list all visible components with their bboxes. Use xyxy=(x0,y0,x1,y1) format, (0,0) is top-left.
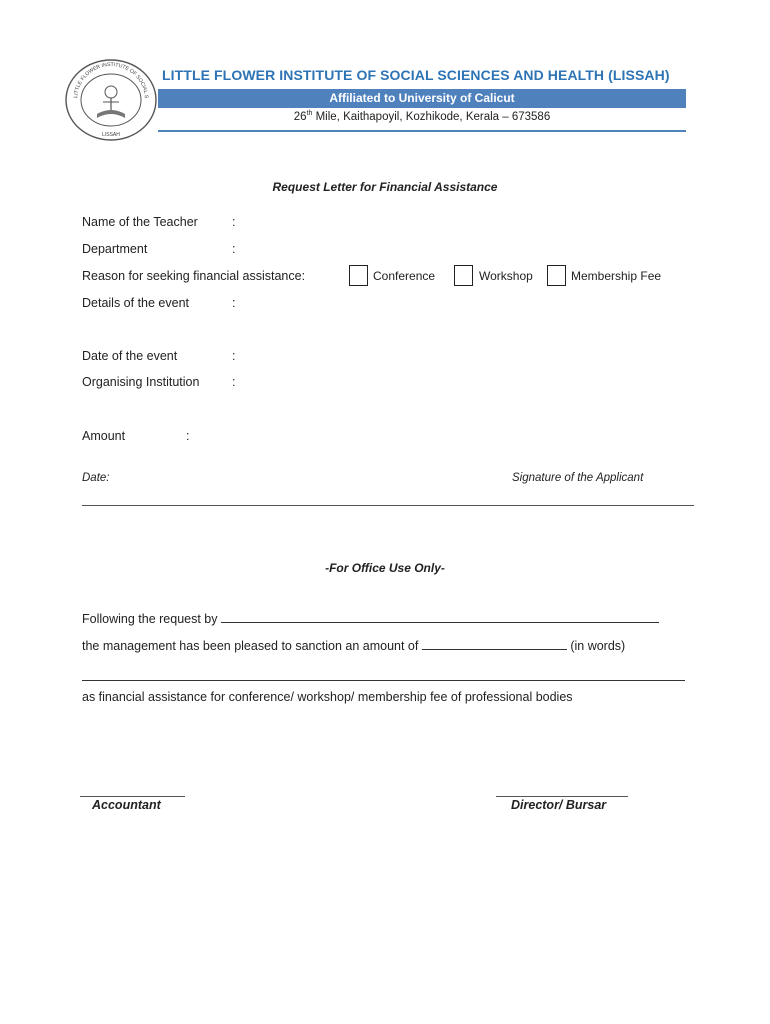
section-divider xyxy=(82,505,694,506)
office-line-sanction-text: the management has been pleased to sanction an amount of xyxy=(82,639,419,653)
field-amount-label: Amount xyxy=(82,429,126,443)
office-use-heading: -For Office Use Only- xyxy=(325,561,445,575)
office-line-request-text: Following the request by xyxy=(82,612,218,626)
option-conference-label: Conference xyxy=(373,269,436,283)
field-date-event-colon: : xyxy=(232,349,236,363)
field-organising-label: Organising Institution xyxy=(82,375,200,389)
option-membership-fee-label: Membership Fee xyxy=(571,269,662,283)
header-rule xyxy=(158,130,686,132)
institute-seal-icon xyxy=(63,58,159,142)
office-line-request xyxy=(82,611,659,626)
field-teacher-label: Name of the Teacher xyxy=(82,215,198,229)
field-reason-label: Reason for seeking financial assistance: xyxy=(82,269,306,283)
field-organising-colon: : xyxy=(232,375,236,389)
field-amount-colon: : xyxy=(186,429,190,443)
field-details-label: Details of the event xyxy=(82,296,190,310)
in-words-label: (in words) xyxy=(570,639,626,653)
address-rest: Mile, Kaithapoyil, Kozhikode, Kerala – 673586 xyxy=(312,110,551,123)
institute-name: LITTLE FLOWER INSTITUTE OF SOCIAL SCIENCES AND HEALTH (LISSAH) xyxy=(162,67,670,83)
field-department-label: Department xyxy=(82,242,148,256)
office-line-purpose: as financial assistance for conference/ workshop/ membership fee of professional bodies xyxy=(82,690,573,704)
address-ordinal: th xyxy=(306,110,313,117)
date-label: Date: xyxy=(82,472,110,484)
director-signature-line xyxy=(496,796,628,797)
director-label: Director/ Bursar xyxy=(511,798,607,812)
requester-name-blank[interactable] xyxy=(221,611,659,623)
option-workshop-label: Workshop xyxy=(479,269,533,283)
field-date-event-label: Date of the event xyxy=(82,349,178,363)
field-details-colon: : xyxy=(232,296,236,310)
checkbox-conference[interactable] xyxy=(349,265,368,286)
field-teacher-colon: : xyxy=(232,215,236,229)
seal-text-bottom: LISSAH xyxy=(102,132,120,138)
accountant-signature-line xyxy=(80,796,185,797)
institute-address xyxy=(158,110,686,123)
applicant-signature-label: Signature of the Applicant xyxy=(512,472,644,484)
address-number: 26 xyxy=(293,110,307,123)
affiliation-banner: Affiliated to University of Calicut xyxy=(158,89,686,108)
field-department-colon: : xyxy=(232,242,236,256)
amount-in-words-blank[interactable] xyxy=(82,680,685,681)
form-title: Request Letter for Financial Assistance xyxy=(272,180,498,194)
accountant-label: Accountant xyxy=(92,798,161,812)
amount-blank[interactable] xyxy=(422,638,567,650)
checkbox-membership-fee[interactable] xyxy=(547,265,566,286)
office-line-sanction xyxy=(82,638,625,653)
checkbox-workshop[interactable] xyxy=(454,265,473,286)
seal-text-top: LITTLE FLOWER INSTITUTE OF SOCIAL S xyxy=(73,61,149,99)
